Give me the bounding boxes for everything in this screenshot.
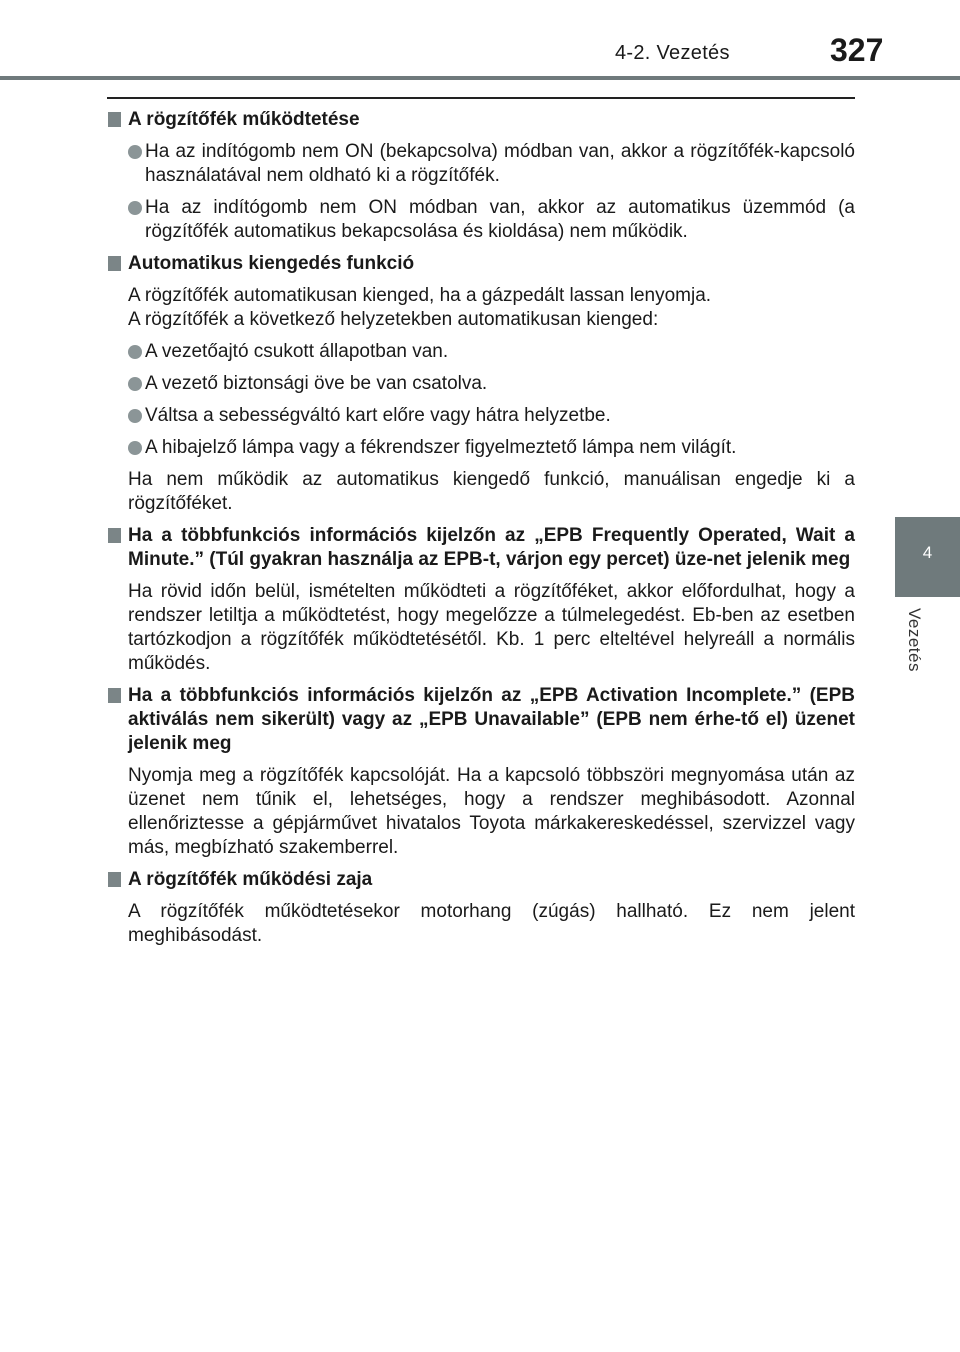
bullet-item bbox=[128, 404, 855, 428]
chapter-number: 4 bbox=[922, 543, 933, 562]
page-content bbox=[108, 108, 855, 956]
round-bullet-icon bbox=[128, 145, 142, 159]
bullet-text: A vezető biztonsági öve be van csatolva. bbox=[145, 373, 488, 394]
body-paragraph: Ha rövid időn belül, ismételten működteti a rögzítőféket, akkor előfordulhat, hogy a rendszer letiltja a működtetést, hogy megelőzze a túlmelegedést. Eb-ben az esetben tartózkodjon a rögzítőfék működtetésétől. Kb. 1 perc elteltével helyreáll a normális működés. bbox=[128, 581, 855, 674]
round-bullet-icon bbox=[128, 201, 142, 215]
header-section-title: 4-2. Vezetés bbox=[615, 42, 730, 64]
bullet-item bbox=[128, 436, 855, 460]
round-bullet-icon bbox=[128, 441, 142, 455]
page-number: 327 bbox=[830, 32, 884, 68]
section-heading-text: Ha a többfunkciós információs kijelzőn az „EPB Activation Incomplete.” (EPB aktiválás nem sikerült) vagy az „EPB Unavailable” (EPB nem érhe-tő el) üzenet jelenik meg bbox=[128, 685, 855, 754]
bullet-text: Ha az indítógomb nem ON módban van, akkor az automatikus üzemmód (a rögzítőfék automatikus bekapcsolása és kioldása) nem működik. bbox=[145, 197, 855, 242]
section-heading-text: Automatikus kiengedés funkció bbox=[128, 253, 415, 274]
bullet-text: Váltsa a sebességváltó kart előre vagy hátra helyzetbe. bbox=[145, 405, 611, 426]
body-paragraph: A rögzítőfék automatikusan kienged, ha a gázpedált lassan lenyomja. bbox=[128, 285, 712, 306]
bullet-item bbox=[128, 340, 855, 364]
bullet-item bbox=[128, 372, 855, 396]
chapter-label: Vezetés bbox=[905, 608, 924, 672]
bullet-item bbox=[128, 140, 855, 188]
square-bullet-icon bbox=[108, 256, 121, 271]
section-heading bbox=[108, 252, 855, 276]
header-bar bbox=[0, 76, 960, 80]
section-heading-text: Ha a többfunkciós információs kijelzőn az „EPB Frequently Operated, Wait a Minute.” (Túl gyakran használja az EPB-t, várjon egy percet) üze-net jelenik meg bbox=[128, 525, 855, 570]
body-paragraph: A rögzítőfék a következő helyzetekben automatikusan kienged: bbox=[128, 309, 659, 330]
round-bullet-icon bbox=[128, 345, 142, 359]
section-heading bbox=[108, 524, 855, 572]
section-heading bbox=[108, 684, 855, 756]
body-paragraph: Nyomja meg a rögzítőfék kapcsolóját. Ha a kapcsoló többszöri megnyomása után az üzenet nem tűnik el, lehetséges, hogy a rendszer meghibásodott. Azonnal ellenőriztesse a gépjárművet hivatalos Toyota márkakereskedéssel, szervizzel vagy más, megbízható szakemberrel. bbox=[128, 765, 855, 858]
top-rule bbox=[107, 97, 855, 99]
bullet-text: A hibajelző lámpa vagy a fékrendszer figyelmeztető lámpa nem világít. bbox=[145, 437, 737, 458]
body-paragraph: Ha nem működik az automatikus kiengedő funkció, manuálisan engedje ki a rögzítőféket. bbox=[128, 469, 855, 514]
square-bullet-icon bbox=[108, 112, 121, 127]
bullet-text: A vezetőajtó csukott állapotban van. bbox=[145, 341, 449, 362]
section-heading-text: A rögzítőfék működési zaja bbox=[128, 869, 373, 890]
round-bullet-icon bbox=[128, 377, 142, 391]
bullet-text: Ha az indítógomb nem ON (bekapcsolva) módban van, akkor a rögzítőfék-kapcsoló használatával nem oldható ki a rögzítőfék. bbox=[145, 141, 855, 186]
section-heading-text: A rögzítőfék működtetése bbox=[128, 109, 360, 130]
chapter-tab bbox=[895, 517, 960, 597]
bullet-item bbox=[128, 196, 855, 244]
section-heading bbox=[108, 108, 855, 132]
square-bullet-icon bbox=[108, 872, 121, 887]
square-bullet-icon bbox=[108, 688, 121, 703]
round-bullet-icon bbox=[128, 409, 142, 423]
section-heading bbox=[108, 868, 855, 892]
body-paragraph: A rögzítőfék működtetésekor motorhang (zúgás) hallható. Ez nem jelent meghibásodást. bbox=[128, 901, 855, 946]
square-bullet-icon bbox=[108, 528, 121, 543]
